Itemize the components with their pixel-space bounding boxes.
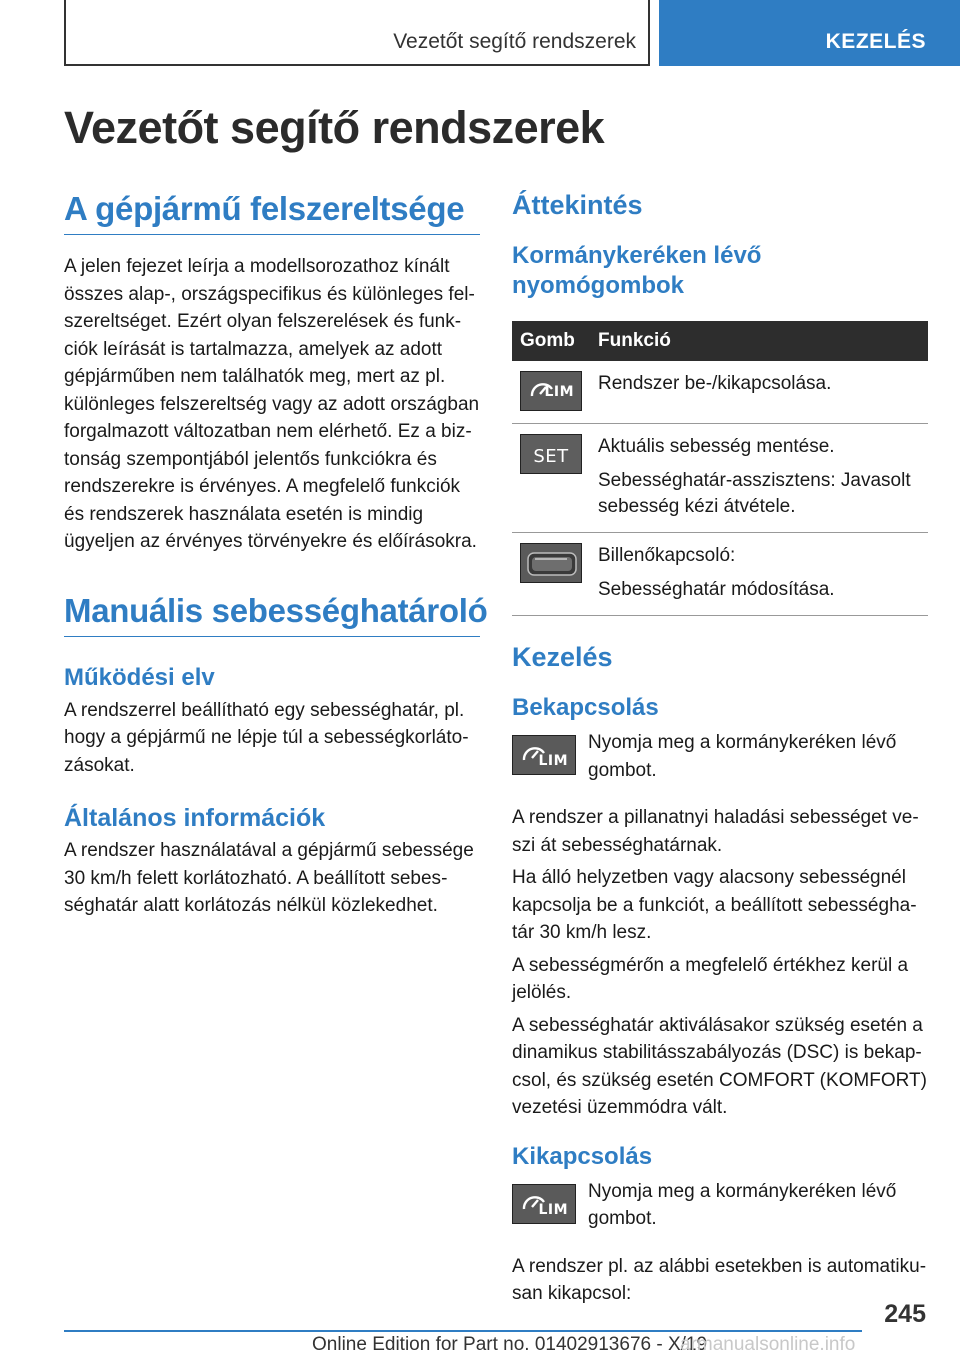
off-instruction	[512, 1178, 928, 1233]
speed-limiter-icon	[512, 735, 576, 775]
footer-watermark: armanualsonline.info	[680, 1334, 856, 1355]
table-cell-function	[590, 424, 928, 533]
header-section-box	[64, 0, 650, 66]
table-cell-button	[512, 424, 590, 533]
on-paragraph: A sebességmérőn a megfelelő értékhez kerül a jelölés.	[512, 954, 909, 1003]
operation-heading: Kezelés	[512, 642, 613, 672]
table-cell-button	[512, 533, 590, 616]
set-key-label: SET	[533, 446, 569, 467]
on-heading: Bekapcsolás	[512, 694, 659, 721]
lim-key-label: LIM	[538, 753, 568, 769]
function-text: Aktuális sebesség mentése.	[598, 436, 835, 457]
table-row	[512, 533, 928, 616]
left-column	[64, 190, 488, 920]
overview-heading: Áttekintés	[512, 190, 643, 220]
off-press-text: Nyomja meg a kormánykeréken lévő gombot.	[588, 1180, 897, 1229]
general-text: A rendszer használatával a gépjármű sebessége 30 km/h felett korlátozható. A beállított sebességhatár alatt korlátozás nélkül közlekedhet.	[64, 840, 474, 916]
table-header-function: Funkció	[590, 321, 928, 361]
limiter-heading: Manuális sebességhatároló	[64, 592, 480, 637]
table-cell-button	[512, 361, 590, 424]
table-row	[512, 361, 928, 424]
page-number: 245	[884, 1300, 926, 1328]
function-text: Sebességhatár-asszisztens: Javasolt sebesség kézi átvétele.	[598, 470, 911, 517]
speed-limiter-icon	[520, 371, 582, 411]
header-chapter-tab[interactable]	[659, 0, 960, 66]
table-header-row	[512, 321, 928, 361]
on-paragraph: A sebességhatár aktiválásakor szükség esetén a dinamikus stabilitásszabályozás (DSC) is bekapcsol, és szükség esetén COMFORT (KOMFORT) vezetési üzemmódra vált.	[512, 1014, 927, 1118]
equipment-text: A jelen fejezet leírja a modellsorozathoz kínált összes alap-, országspecifikus és különleges felszereltséget. Ezért olyan felszerelések és funkciók leírását is tartalmazza, amelyek az adott gépjárműben nem találhatók meg, mert az pl. különleges felszereltség vagy az adott országban forgalmazott változatban nem elérhető. Ez a biztonság szempontjából jelentős funkciókra és rendszerekre is érvényes. A megfelelő funkciók és rendszerek használata esetén is mindig ügyeljen az érvényes törvényekre és előírásokra.	[64, 256, 480, 552]
buttons-table	[512, 321, 928, 616]
footer-divider	[64, 1330, 862, 1332]
table-header-button: Gomb	[512, 321, 590, 361]
buttons-heading: Kormánykeréken lévő nyomógombok	[512, 242, 762, 299]
header-section-title: Vezetőt segítő rendszerek	[393, 30, 636, 53]
function-text: Billenőkapcsoló:	[598, 545, 736, 566]
general-heading: Általános információk	[64, 804, 326, 832]
off-heading: Kikapcsolás	[512, 1142, 653, 1170]
function-text: Sebességhatár módosítása.	[598, 579, 835, 600]
footer-edition-text: Online Edition for Part no. 01402913676 - X/19	[312, 1334, 708, 1355]
principle-heading: Működési elv	[64, 663, 215, 691]
on-instruction	[512, 729, 928, 784]
on-press-text: Nyomja meg a kormánykeréken lévő gombot.	[588, 732, 897, 781]
table-cell-function	[590, 361, 928, 424]
on-paragraph: Ha álló helyzetben vagy alacsony sebességnél kapcsolja be a funkciót, a beállított sebességhatár 30 km/h lesz.	[512, 867, 917, 943]
table-row	[512, 424, 928, 533]
right-column	[512, 190, 928, 1308]
lim-key-label: LIM	[544, 384, 574, 400]
function-text: Rendszer be-/kikapcsolása.	[598, 373, 832, 394]
on-paragraph: A rendszer a pillanatnyi haladási sebességet veszi át sebességhatárnak.	[512, 807, 919, 856]
speed-limiter-icon	[512, 1184, 576, 1224]
lim-key-label: LIM	[538, 1201, 568, 1218]
set-key-icon	[520, 434, 582, 474]
equipment-heading: A gépjármű felszereltsége	[64, 190, 480, 235]
header-chapter-label: KEZELÉS	[825, 30, 926, 53]
off-paragraph: A rendszer pl. az alábbi esetekben is automatikusan kikapcsol:	[512, 1255, 927, 1304]
rocker-switch-icon	[520, 543, 582, 583]
page-title: Vezetőt segítő rendszerek	[64, 102, 605, 153]
table-cell-function	[590, 533, 928, 616]
principle-text: A rendszerrel beállítható egy sebességhatár, pl. hogy a gépjármű ne lépje túl a sebességkorlátozásokat.	[64, 699, 469, 776]
